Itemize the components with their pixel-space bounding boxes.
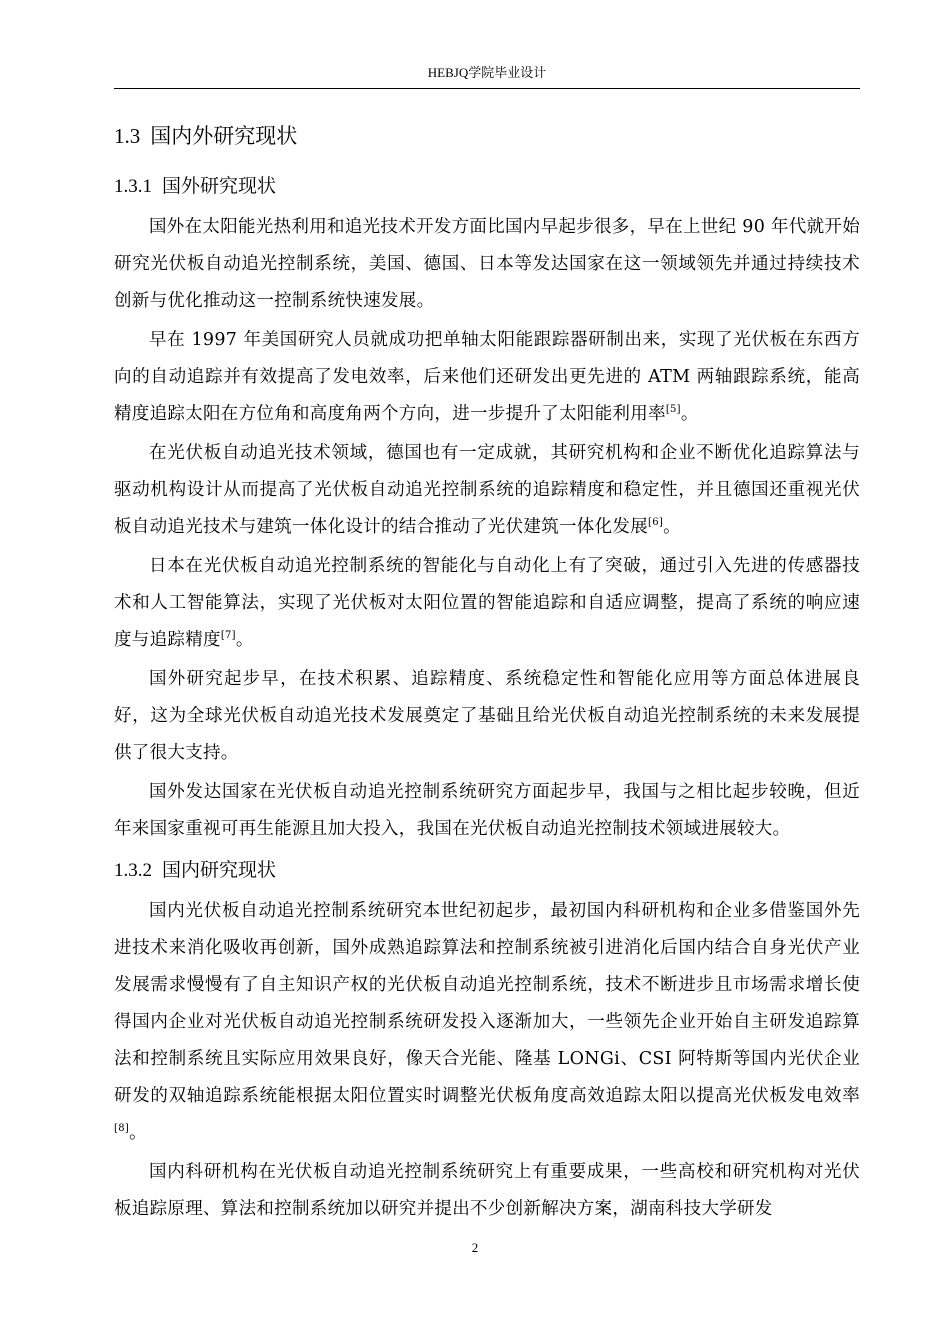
page-header: HEBJQ学院毕业设计: [114, 64, 860, 89]
paragraph-5: 国外研究起步早，在技术积累、追踪精度、系统稳定性和智能化应用等方面总体进展良好，这为全球光伏板自动追光技术发展奠定了基础且给光伏板自动追光控制系统的未来发展提供了很大支持。: [114, 669, 860, 763]
page-number: 2: [471, 1240, 479, 1255]
section-number: 1.3: [114, 124, 141, 148]
paragraph-end: 。: [680, 404, 699, 424]
section-heading: [114, 118, 860, 154]
paragraph-end: 。: [235, 630, 254, 650]
paragraph-1: 国外在太阳能光热利用和追光技术开发方面比国内早起步很多，早在上世纪 90 年代就开始研究光伏板自动追光控制系统，美国、德国、日本等发达国家在这一领域领先并通过持续技术创新与优化推动这一控制系统快速发展。: [114, 217, 860, 311]
paragraph-end: 。: [663, 517, 681, 537]
paragraph-text: 国内光伏板自动追光控制系统研究本世纪初起步，最初国内科研机构和企业多借鉴国外先进技术来消化吸收再创新，国外成熟追踪算法和控制系统被引进消化后国内结合自身光伏产业发展需求慢慢有了自主知识产权的光伏板自动追光控制系统，技术不断进步且市场需求增长使得国内企业对光伏板自动追光控制系统研发投入逐渐加大，一些领先企业开始自主研发追踪算法和控制系统且实际应用效果良好，像天合光能、隆基 LONGi、CSI 阿特斯等国内光伏企业研发的双轴追踪系统能根据太阳位置实时调整光伏板角度高效追踪太阳以提高光伏板发电效率: [114, 901, 860, 1106]
paragraph-4: [114, 548, 860, 659]
subsection-number: 1.3.2: [114, 860, 152, 881]
subsection-number: 1.3.1: [114, 176, 152, 197]
paragraph-3: [114, 435, 860, 546]
subsection-title: 国外研究现状: [162, 175, 277, 197]
citation: [6]: [648, 517, 664, 529]
paragraph-2: [114, 322, 860, 433]
paragraph-6: 国外发达国家在光伏板自动追光控制系统研究方面起步早，我国与之相比起步较晚，但近年来国家重视可再生能源且加大投入，我国在光伏板自动追光控制技术领域进展较大。: [114, 782, 860, 839]
subsection-heading-foreign: [114, 168, 860, 205]
paragraph-8: 国内科研机构在光伏板自动追光控制系统研究上有重要成果，一些高校和研究机构对光伏板追踪原理、算法和控制系统加以研究并提出不少创新解决方案，湖南科技大学研发: [114, 1162, 860, 1219]
citation: [7]: [220, 630, 236, 642]
paragraph-7: [114, 893, 860, 1152]
citation: [8]: [114, 1123, 130, 1135]
section-title: 国内外研究现状: [150, 124, 298, 148]
paragraph-text: 日本在光伏板自动追光控制系统的智能化与自动化上有了突破，通过引入先进的传感器技术和人工智能算法，实现了光伏板对太阳位置的智能追踪和自适应调整，提高了系统的响应速度与追踪精度: [114, 556, 860, 650]
paragraph-text: 早在 1997 年美国研究人员就成功把单轴太阳能跟踪器研制出来，实现了光伏板在东西方向的自动追踪并有效提高了发电效率，后来他们还研发出更先进的 ATM 两轴跟踪系统，能高精度追踪太阳在方位角和高度角两个方向，进一步提升了太阳能利用率: [114, 330, 860, 424]
citation: [5]: [665, 404, 681, 416]
document-body: [114, 118, 860, 1230]
subsection-title: 国内研究现状: [162, 859, 277, 881]
paragraph-text: 在光伏板自动追光技术领域，德国也有一定成就，其研究机构和企业不断优化追踪算法与驱动机构设计从而提高了光伏板自动追光控制系统的追踪精度和稳定性，并且德国还重视光伏板自动追光技术与建筑一体化设计的结合推动了光伏建筑一体化发展: [114, 443, 860, 537]
paragraph-end: 。: [129, 1123, 147, 1143]
subsection-heading-domestic: [114, 852, 860, 889]
